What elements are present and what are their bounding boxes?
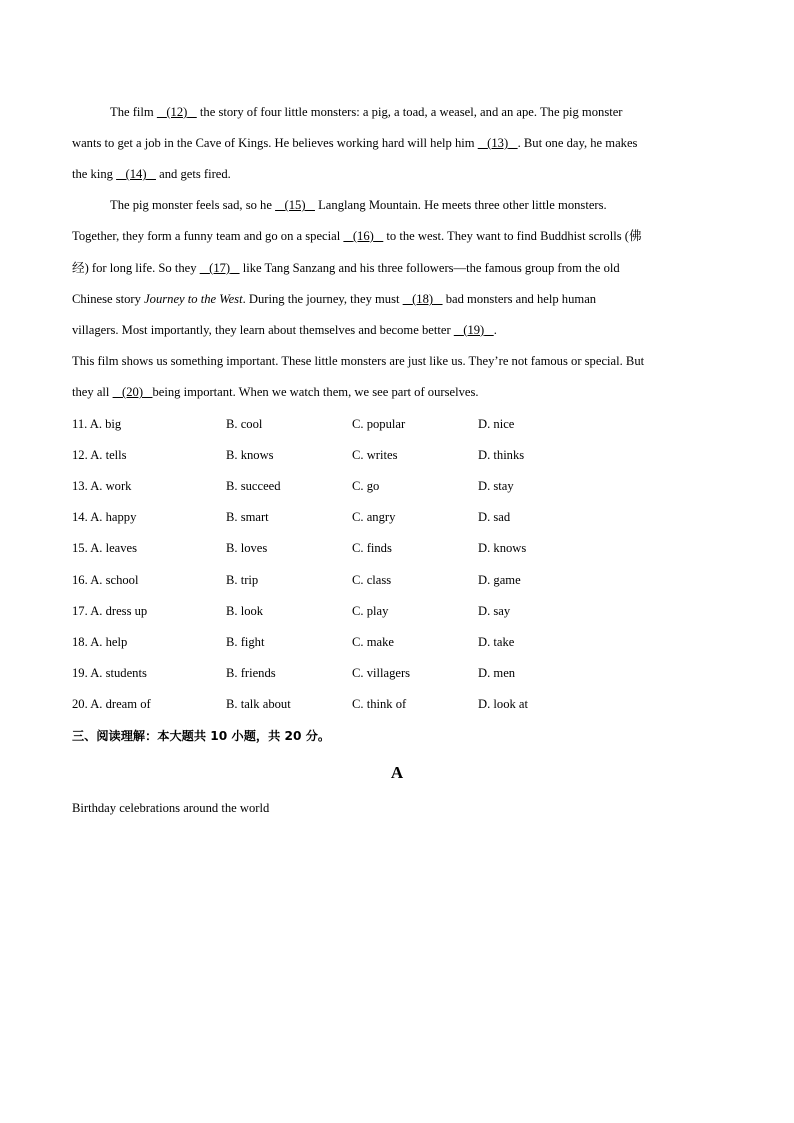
option-d: D. men	[478, 666, 516, 680]
option-a: 16. A. school	[72, 573, 139, 587]
text: the story of four little monsters: a pig, a toad, a weasel, and an ape. The pig monster	[196, 105, 623, 119]
option-b: B. look	[226, 604, 264, 618]
option-a: 17. A. dress up	[72, 604, 148, 618]
option-c: C. class	[352, 573, 392, 587]
text: the king	[72, 167, 117, 181]
text: Chinese story	[72, 292, 145, 306]
option-c: C. think of	[352, 697, 407, 711]
option-d: D. stay	[478, 479, 514, 493]
text: they all	[72, 385, 113, 399]
option-a: 20. A. dream of	[72, 697, 151, 711]
option-d: D. say	[478, 604, 511, 618]
blank-16: (16)	[352, 229, 374, 243]
option-a: 14. A. happy	[72, 510, 137, 524]
blank-14: (14)	[125, 167, 147, 181]
option-a: 11. A. big	[72, 417, 122, 431]
text: bad monsters and help human	[442, 292, 597, 306]
passage-title: Birthday celebrations around the world	[72, 801, 270, 815]
text: 经) for long life. So they	[72, 261, 200, 275]
text: Together, they form a funny team and go on a special	[72, 229, 344, 243]
option-a: 15. A. leaves	[72, 541, 138, 555]
option-c: C. make	[352, 635, 394, 649]
blank-18: (18)	[412, 292, 434, 306]
text: like Tang Sanzang and his three followers—the famous group from the old	[239, 261, 620, 275]
option-b: B. cool	[226, 417, 263, 431]
text: villagers. Most importantly, they learn about themselves and become better	[72, 323, 454, 337]
option-b: B. talk about	[226, 697, 291, 711]
passage-label: A	[390, 763, 404, 782]
text: This film shows us something important. These little monsters are just like us. They’re not famous or special. But	[72, 354, 645, 368]
text: to the west. They want to find Buddhist scrolls (佛	[383, 229, 642, 243]
option-b: B. friends	[226, 666, 276, 680]
option-c: C. villagers	[352, 666, 411, 680]
option-a: 19. A. students	[72, 666, 147, 680]
section-heading: 三、阅读理解：本大题共 10 小题，共 20 分。	[72, 729, 331, 743]
book-title: Journey to the West	[144, 292, 243, 306]
option-b: B. succeed	[226, 479, 281, 493]
option-b: B. fight	[226, 635, 265, 649]
text: . But one day, he makes	[517, 136, 638, 150]
option-d: D. game	[478, 573, 521, 587]
text: wants to get a job in the Cave of Kings. He believes working hard will help him	[72, 136, 478, 150]
passage-line	[110, 197, 607, 213]
text: being important. When we watch them, we see part of ourselves.	[152, 385, 479, 399]
option-b: B. smart	[226, 510, 269, 524]
blank-15: (15)	[284, 198, 306, 212]
option-a: 18. A. help	[72, 635, 128, 649]
blank-17: (17)	[209, 261, 231, 275]
option-d: D. nice	[478, 417, 515, 431]
passage-line	[72, 384, 479, 400]
passage-line	[72, 228, 642, 244]
option-d: D. take	[478, 635, 515, 649]
passage-line	[72, 322, 497, 338]
passage-line	[72, 260, 620, 276]
option-c: C. finds	[352, 541, 392, 555]
option-c: C. go	[352, 479, 380, 493]
text: The film	[110, 105, 157, 119]
blank-19: (19)	[463, 323, 485, 337]
text: . During the journey, they must	[242, 292, 403, 306]
text: Langlang Mountain. He meets three other little monsters.	[314, 198, 607, 212]
passage-line	[110, 104, 623, 120]
option-d: D. sad	[478, 510, 511, 524]
passage-line	[72, 291, 596, 307]
option-b: B. knows	[226, 448, 274, 462]
option-c: C. writes	[352, 448, 398, 462]
option-c: C. popular	[352, 417, 406, 431]
option-d: D. look at	[478, 697, 529, 711]
passage-line	[72, 135, 637, 151]
option-a: 13. A. work	[72, 479, 132, 493]
option-c: C. angry	[352, 510, 396, 524]
option-d: D. thinks	[478, 448, 525, 462]
passage-line	[72, 353, 644, 369]
option-b: B. loves	[226, 541, 268, 555]
blank-20: (20)	[122, 385, 144, 399]
option-c: C. play	[352, 604, 389, 618]
option-d: D. knows	[478, 541, 527, 555]
blank-13: (13)	[487, 136, 509, 150]
text: and gets fired.	[155, 167, 231, 181]
option-a: 12. A. tells	[72, 448, 127, 462]
text: The pig monster feels sad, so he	[110, 198, 276, 212]
blank-12: (12)	[166, 105, 188, 119]
option-b: B. trip	[226, 573, 259, 587]
passage-line	[72, 166, 231, 182]
text: .	[493, 323, 497, 337]
